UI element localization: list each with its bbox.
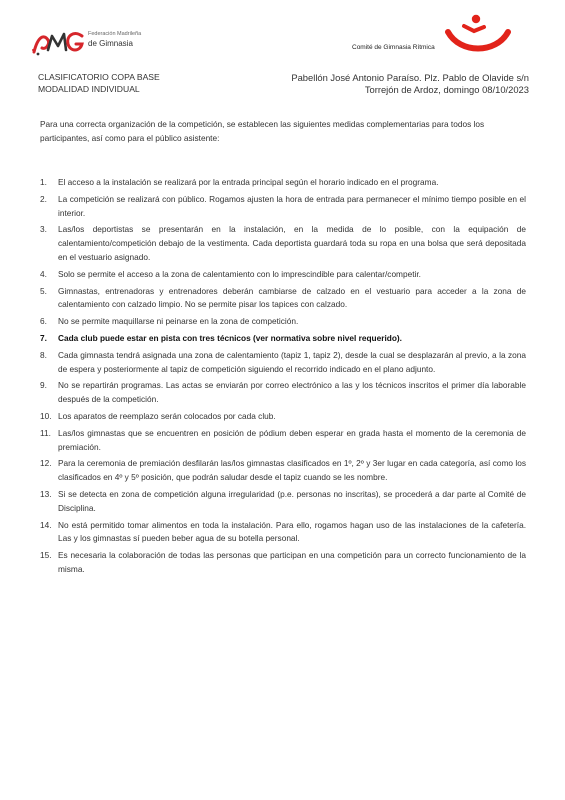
fmg-logo-icon: [30, 26, 88, 60]
rule-item: [40, 488, 526, 516]
rule-text: No se repartirán programas. Las actas se enviarán por correo electrónico a las y los técnicos inscritos el primer día laborable después de la competición.: [58, 380, 526, 405]
rule-item: [40, 379, 526, 407]
rule-item: [40, 519, 526, 547]
rule-item: [40, 193, 526, 221]
rule-text: Cada gimnasta tendrá asignada una zona de calentamiento (tapiz 1, tapiz 2), desde la cual se desplazarán al previo, a la zona de espera y posteriormente al tapiz de competición siguiendo el recorrido indicado en el plano adjunto.: [58, 349, 526, 374]
rule-number: 10.: [40, 410, 52, 421]
fmg-logo: [30, 24, 150, 64]
rule-item: [40, 315, 526, 329]
rule-text: Es necesaria la colaboración de todas las personas que participan en una competición para un correcto funcionamiento de la misma.: [58, 550, 526, 574]
rule-text: No está permitido tomar alimentos en toda la instalación. Para ello, rogamos hagan uso de las instalaciones de la cafetería. Las y los gimnastas sí pueden beber agua de su botella personal.: [58, 519, 526, 544]
competition-info: [38, 72, 160, 95]
rule-text: El acceso a la instalación se realizará por la entrada principal según el horario indicado en el programa.: [58, 177, 439, 187]
fmg-org-name: [88, 30, 141, 48]
fmg-org-line1: Federación Madrileña: [88, 31, 142, 37]
fmg-org-line2: de Gimnasia: [88, 39, 133, 48]
competition-title: CLASIFICATORIO COPA BASE: [38, 72, 160, 82]
rule-number: 4.: [40, 268, 47, 279]
intro-paragraph: Para una correcta organización de la competición, se establecen las siguientes medidas complementarias para todos los participantes, así como para el público asistente:: [40, 119, 485, 143]
rules-list: [40, 176, 526, 580]
rule-number: 2.: [40, 193, 47, 204]
cgr-logo: [352, 14, 522, 62]
rule-text: Para la ceremonia de premiación desfilarán las/los gimnastas clasificados en 1º, 2º y 3er lugar en cada categoría, así como los clasificados en 4º y 5º posición, que podrán saludar desde el tapiz cuando se les nombre.: [58, 458, 526, 483]
rule-item: [40, 457, 526, 485]
rule-text: La competición se realizará con público. Rogamos ajusten la hora de entrada para permanecer el mínimo tiempo posible en el interior.: [58, 193, 526, 218]
rule-item: [40, 285, 526, 313]
rule-number: 12.: [40, 458, 52, 469]
competition-modality: MODALIDAD INDIVIDUAL: [38, 83, 140, 94]
rule-text: Las/los gimnastas que se encuentren en posición de pódium deben esperar en grada hasta el momento de la ceremonia de premiación.: [58, 427, 526, 452]
rule-item: [40, 549, 526, 577]
rule-number: 9.: [40, 380, 47, 391]
venue-date: Torrejón de Ardoz, domingo 08/10/2023: [364, 83, 529, 95]
rule-number: 8.: [40, 349, 47, 360]
rule-text: Gimnastas, entrenadoras y entrenadores deberán cambiarse de calzado en el vestuario para acceder a la zona de calentamiento con calzado limpio. No se permite pisar los tapices con calzado.: [58, 285, 526, 310]
rule-number: 7.: [40, 332, 47, 343]
rule-text: Cada club puede estar en pista con tres técnicos (ver normativa sobre nivel requerido).: [58, 332, 402, 343]
rule-item: [40, 332, 526, 346]
rhythmic-gymnast-icon: [444, 14, 512, 56]
rule-text: Solo se permite el acceso a la zona de calentamiento con lo imprescindible para calentar/competir.: [58, 268, 421, 279]
rule-number: 6.: [40, 316, 47, 327]
venue-info: [291, 72, 529, 95]
rule-text: Las/los deportistas se presentarán en la instalación, en la medida de lo posible, con la equipación de calentamiento/competición debajo de la vestimenta. Cada deportista guardará toda su ropa en una bolsa que será depositada en el vestuario asignado.: [58, 224, 526, 262]
rule-item: [40, 427, 526, 455]
rule-number: 5.: [40, 285, 47, 296]
rule-item: [40, 268, 526, 282]
rule-number: 15.: [40, 550, 52, 561]
cgr-label: Comité de Gimnasia Rítmica: [352, 44, 435, 51]
rule-number: 3.: [40, 224, 47, 235]
rule-number: 14.: [40, 519, 52, 530]
rule-text: Los aparatos de reemplazo serán colocados por cada club.: [58, 410, 276, 421]
rule-item: [40, 176, 526, 190]
rule-number: 13.: [40, 488, 52, 499]
rule-number: 1.: [40, 177, 47, 187]
rule-item: [40, 223, 526, 264]
rule-item: [40, 410, 526, 424]
rule-text: No se permite maquillarse ni peinarse en la zona de competición.: [58, 316, 299, 327]
venue-address: Pabellón José Antonio Paraíso. Plz. Pablo de Olavide s/n: [291, 72, 529, 83]
rule-item: [40, 349, 526, 377]
rule-text: Si se detecta en zona de competición alguna irregularidad (p.e. personas no inscritas), se procederá a dar parte al Comité de Disciplina.: [58, 488, 526, 513]
rule-number: 11.: [40, 427, 51, 438]
